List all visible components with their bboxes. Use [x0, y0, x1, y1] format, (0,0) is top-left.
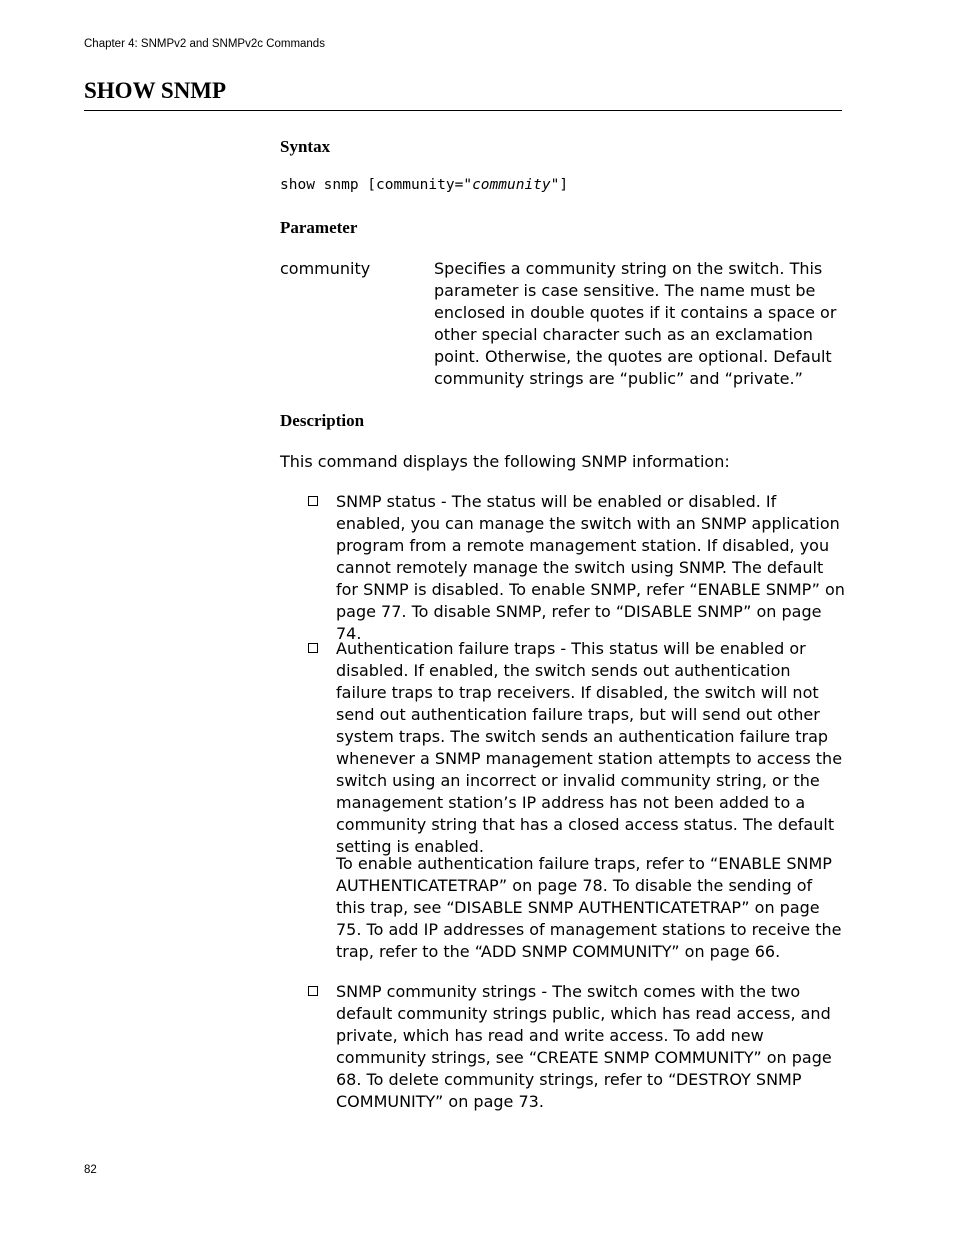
bullet-snmp-status: SNMP status - The status will be enabled or disabled. If enabled, you can manage the switch with an SNMP application program from a remote management station. If disabled, you cannot remotely manage the switch using SNMP. The default for SNMP is disabled. To enable SNMP, refer “ENABLE SNMP” on page 77. To disable SNMP, refer to “DISABLE SNMP” on page 74.: [336, 492, 845, 643]
syntax-heading: Syntax: [280, 137, 331, 156]
page-number: 82: [84, 1164, 97, 1176]
parameter-description: Specifies a community string on the switch. This parameter is case sensitive. The name must be enclosed in double quotes if it contains a space or other special character such as an exclamation point. Otherwise, the quotes are optional. Default community strings are “public” and “private.”: [434, 259, 837, 388]
description-intro: This command displays the following SNMP information:: [280, 452, 730, 471]
syntax-prefix: show snmp [community=": [280, 177, 473, 193]
syntax-argument: community: [472, 177, 551, 193]
syntax-command: [280, 177, 568, 193]
description-heading: Description: [280, 411, 365, 430]
bullet-auth-failure-traps: Authentication failure traps - This status will be enabled or disabled. If enabled, the switch sends out authentication failure traps to trap receivers. If disabled, the switch will not send out authentication failure traps, but will send out other system traps. The switch sends an authentication failure trap whenever a SNMP management station attempts to access the switch using an incorrect or invalid community string, or the management station’s IP address has not been added to a community string that has a closed access status. The default setting is enabled.: [336, 639, 843, 856]
checkbox-bullet-icon: [308, 986, 318, 996]
page-title: SHOW SNMP: [84, 78, 227, 103]
parameter-name: community: [280, 259, 371, 278]
syntax-suffix: "]: [550, 177, 569, 193]
parameter-heading: Parameter: [280, 218, 358, 237]
checkbox-bullet-icon: [308, 643, 318, 653]
bullet-community-strings: SNMP community strings - The switch comes with the two default community strings public, which has read access, and private, which has read and write access. To add new community strings, see “CREATE SNMP COMMUNITY” on page 68. To delete community strings, refer to “DESTROY SNMP COMMUNITY” on page 73.: [336, 982, 832, 1111]
title-rule: [84, 110, 842, 111]
bullet-auth-failure-continuation: To enable authentication failure traps, refer to “ENABLE SNMP AUTHENTICATETRAP” on page 78. To disable the sending of this trap, see “DISABLE SNMP AUTHENTICATETRAP” on page 75. To add IP addresses of management stations to receive the trap, refer to the “ADD SNMP COMMUNITY” on page 66.: [336, 854, 842, 961]
running-header: Chapter 4: SNMPv2 and SNMPv2c Commands: [84, 38, 325, 50]
checkbox-bullet-icon: [308, 496, 318, 506]
